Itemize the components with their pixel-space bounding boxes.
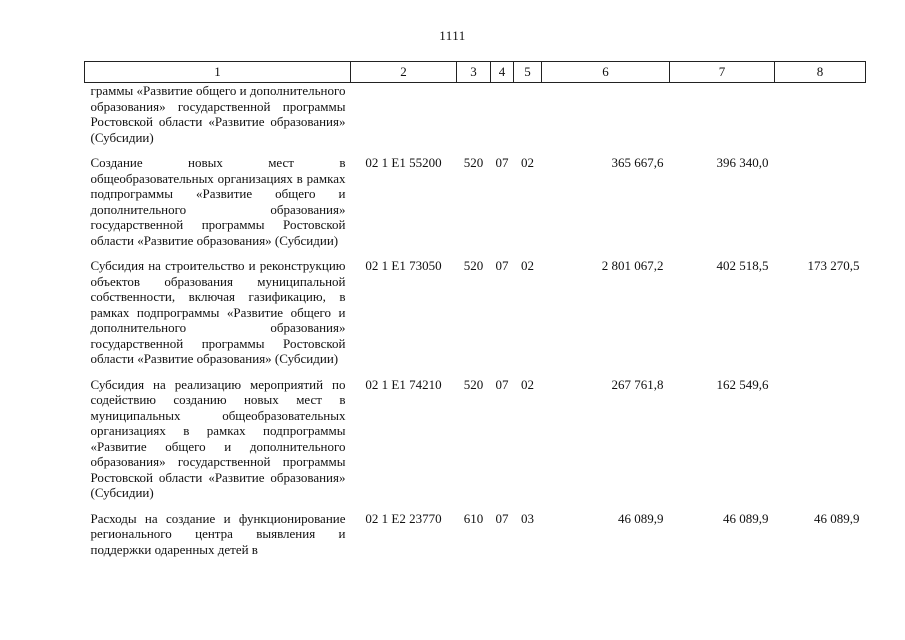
row-spacer <box>85 501 866 511</box>
target-article-code: 02 1 E1 55200 <box>365 155 442 170</box>
amount-year-3: 46 089,9 <box>814 510 860 526</box>
budget-table <box>84 61 866 557</box>
amount-year-3 <box>775 377 866 501</box>
amount-year-2: 162 549,6 <box>716 376 769 392</box>
expense-name: Создание новых мест в общеобразовательных организациях в рамках подпрограммы «Развитие общего и дополнительного образования» государственной программы Ростовской области «Развитие образования» (Субсидии) <box>90 155 346 248</box>
amount-year-2: 396 340,0 <box>716 155 769 170</box>
subsection-code: 03 <box>521 510 534 526</box>
expense-name: Расходы на создание и функционирование регионального центра выявления и поддержки одаренных детей в <box>90 510 346 557</box>
subsection-code: 02 <box>521 155 534 170</box>
target-article-code <box>351 83 457 146</box>
expense-name: Субсидия на строительство и реконструкцию объектов образования муниципальной собственности, включая газификацию, в рамках подпрограммы «Развитие общего и дополнительного образования» государственной программы Ростовской области «Развитие образования» (Субсидии) <box>90 258 346 366</box>
table-header-row <box>85 62 866 83</box>
table-row <box>85 258 866 367</box>
amount-year-1: 365 667,6 <box>611 155 664 170</box>
header-col-7: 7 <box>670 62 775 83</box>
header-col-5: 5 <box>514 62 542 83</box>
row-spacer <box>85 248 866 258</box>
amount-year-2: 402 518,5 <box>716 258 769 273</box>
amount-year-3: 173 270,5 <box>807 258 860 273</box>
row-spacer <box>85 145 866 155</box>
target-article-code: 02 1 E2 23770 <box>365 510 442 526</box>
amount-year-1 <box>542 83 670 146</box>
table-row <box>85 377 866 501</box>
expense-type-code: 520 <box>463 258 484 273</box>
header-col-6: 6 <box>542 62 670 83</box>
expense-type-code: 610 <box>463 510 484 526</box>
amount-year-3 <box>775 155 866 248</box>
amount-year-2 <box>670 83 775 146</box>
section-code: 07 <box>495 376 509 392</box>
target-article-code: 02 1 E1 73050 <box>365 258 442 273</box>
header-col-4: 4 <box>491 62 514 83</box>
section-code: 07 <box>495 155 509 170</box>
amount-year-1: 46 089,9 <box>618 510 664 526</box>
table-row <box>85 511 866 558</box>
amount-year-3 <box>775 83 866 146</box>
amount-year-1: 2 801 067,2 <box>601 258 664 273</box>
section-code: 07 <box>495 510 509 526</box>
header-col-3: 3 <box>457 62 491 83</box>
subsection-code: 02 <box>521 258 534 273</box>
expense-name: Субсидия на реализацию мероприятий по содействию созданию новых мест в муниципальных общеобразовательных организациях в рамках подпрограммы «Развитие общего и дополнительного образования» государственной программы Ростовской области «Развитие образования» (Субсидии) <box>90 376 346 500</box>
expense-type-code <box>457 83 491 146</box>
amount-year-2: 46 089,9 <box>723 510 769 526</box>
row-spacer <box>85 367 866 377</box>
header-col-8: 8 <box>775 62 866 83</box>
expense-name: граммы «Развитие общего и дополнительного образования» государственной программы Ростовской области «Развитие образования» (Субсидии) <box>90 83 346 145</box>
subsection-code: 02 <box>521 376 534 392</box>
amount-year-1: 267 761,8 <box>611 376 664 392</box>
subsection-code <box>514 83 542 146</box>
target-article-code: 02 1 E1 74210 <box>365 376 442 392</box>
header-col-2: 2 <box>351 62 457 83</box>
section-code <box>491 83 514 146</box>
header-col-1: 1 <box>85 62 351 83</box>
expense-type-code: 520 <box>463 155 484 170</box>
table-row <box>85 155 866 248</box>
page-number: 1111 <box>439 28 466 43</box>
table-row <box>85 83 866 146</box>
section-code: 07 <box>495 258 509 273</box>
expense-type-code: 520 <box>463 376 484 392</box>
